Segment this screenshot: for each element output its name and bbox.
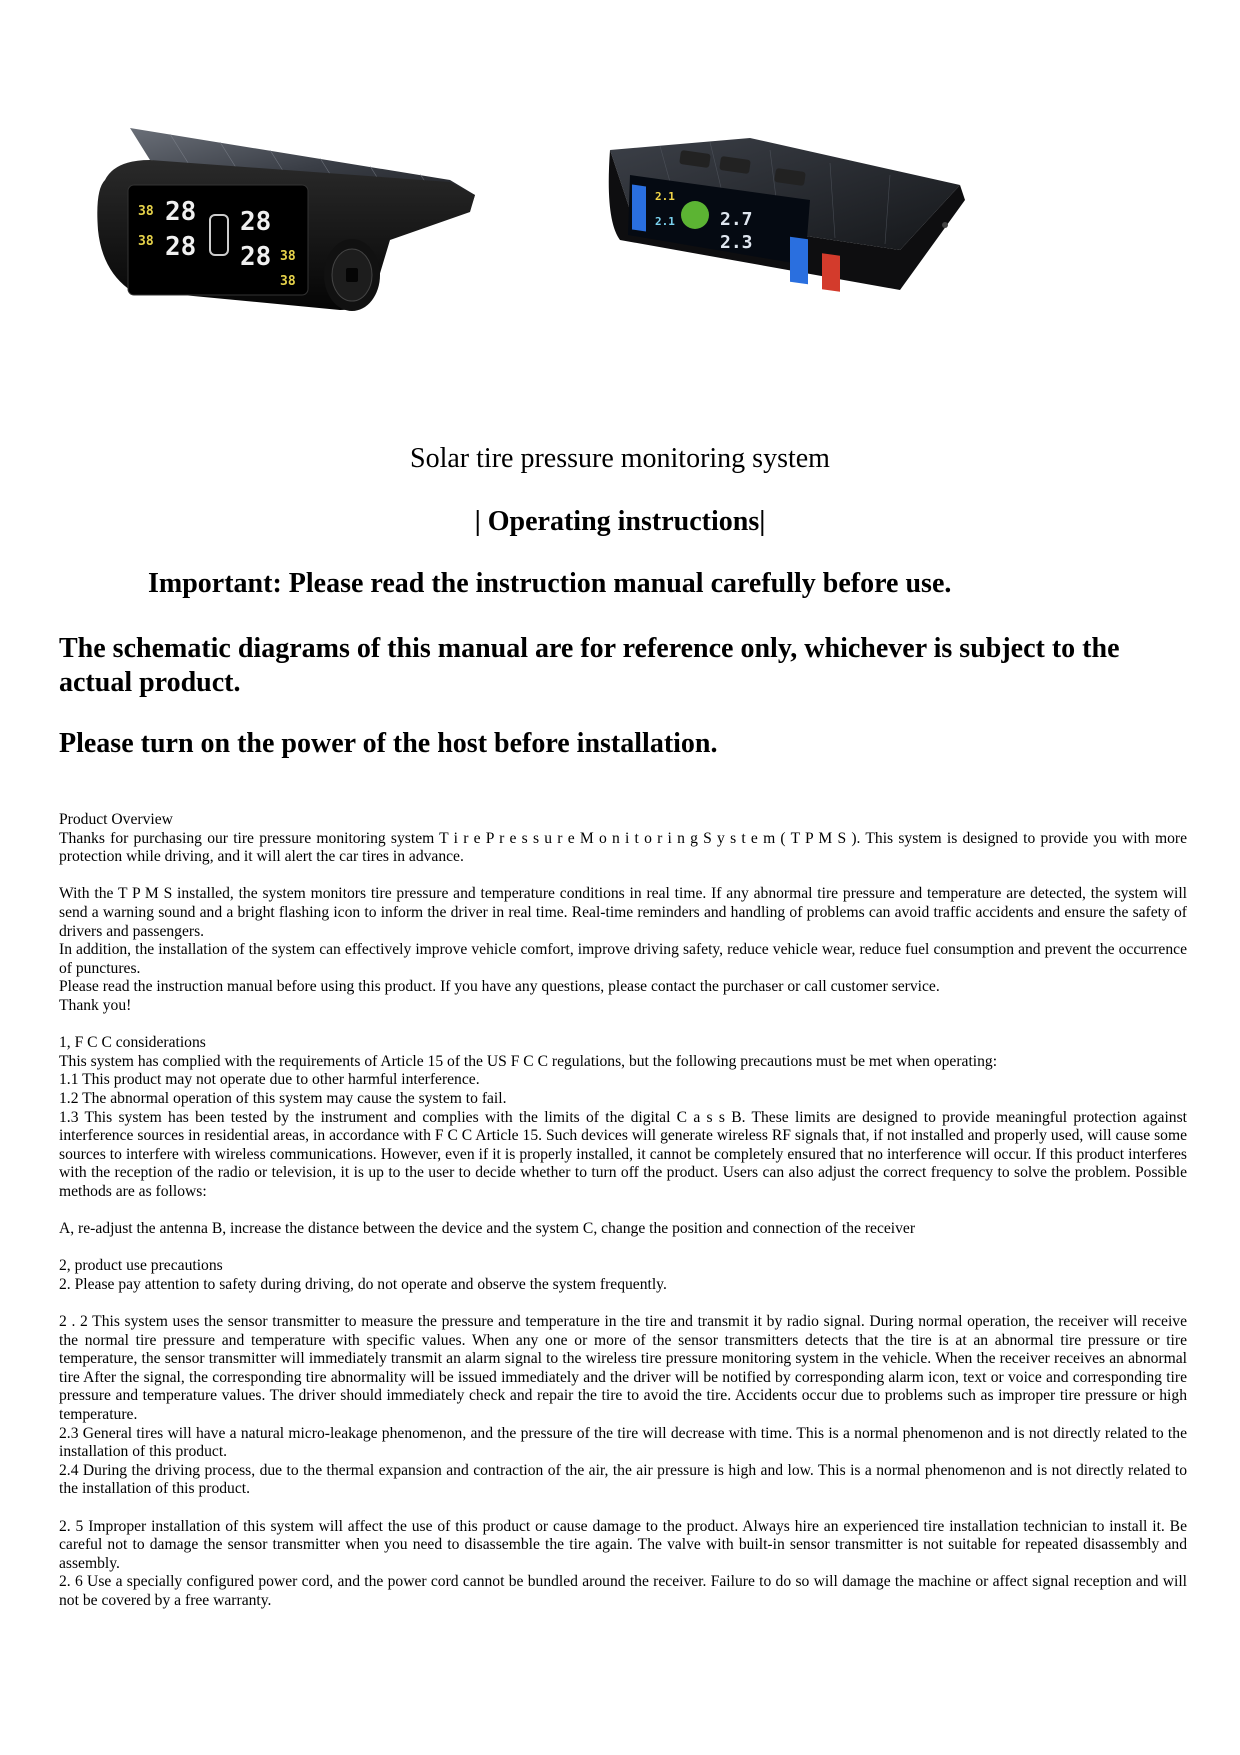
svg-text:38: 38 bbox=[138, 234, 154, 249]
svg-text:28: 28 bbox=[240, 242, 272, 272]
power-notice: Please turn on the power of the host before installation. bbox=[59, 728, 718, 759]
svg-text:38: 38 bbox=[280, 249, 296, 264]
document-subtitle: | Operating instructions| bbox=[474, 506, 766, 537]
paragraph: With the T P M S installed, the system monitors tire pressure and temperature conditions in real time. If any abnormal tire pressure and temperature are detected, the system will send a warning sound and a bright flashing icon to inform the driver in real time. Real-time reminders and handling of problems can avoid traffic accidents and ensure the safety of drivers and passengers. bbox=[59, 885, 1187, 940]
svg-text:2.3: 2.3 bbox=[720, 232, 753, 253]
paragraph: Thank you! bbox=[59, 996, 132, 1014]
body-text bbox=[59, 811, 1187, 1611]
svg-text:38: 38 bbox=[280, 274, 296, 289]
section-heading-fcc: 1, F C C considerations bbox=[59, 1034, 206, 1052]
paragraph: 2 . 2 This system uses the sensor transmitter to measure the pressure and temperature in the tire and transmit it by radio signal. During normal operation, the receiver will receive the normal tire pressure and temperature with specific values. When any one or more of the sensor transmitters detects that the tire is at an abnormal tire pressure or tire temperature, the sensor transmitter will immediately transmit an alarm signal to the wireless tire pressure monitoring system in the vehicle. When the receiver receives an abnormal tire After the signal, the corresponding tire abnormality will be issued immediately and the driver will be notified by corresponding alarm icon, text or voice and corresponding tire pressure and temperature values. The driver should immediately check and repair the tire to avoid the tire. Accidents occur due to problems such as improper tire pressure or high temperature. bbox=[59, 1313, 1187, 1423]
paragraph: This system has complied with the requirements of Article 15 of the US F C C regulations, but the following precautions must be met when operating: bbox=[59, 1052, 998, 1070]
paragraph: 2. 6 Use a specially configured power cord, and the power cord cannot be bundled around the receiver. Failure to do so will damage the machine or affect signal reception and will not be covered by a free warranty. bbox=[59, 1573, 1187, 1609]
schematic-notice: The schematic diagrams of this manual are for reference only, whichever is subject to the actual product. bbox=[59, 633, 1120, 698]
paragraph: 2.4 During the driving process, due to the thermal expansion and contraction of the air, the air pressure is high and low. This is a normal phenomenon and is not directly related to the installation of this product. bbox=[59, 1461, 1187, 1498]
important-notice: Important: Please read the instruction manual carefully before use. bbox=[148, 568, 952, 599]
paragraph: Thanks for purchasing our tire pressure monitoring system T i r e P r e s s u r e M o n i t o r i n g S y s t e m ( T P M S ). This system is designed to provide you with more protection while driving, and it will alert the car tires in advance. bbox=[59, 829, 1187, 866]
svg-text:28: 28 bbox=[165, 197, 197, 227]
product-photo-left bbox=[90, 120, 530, 335]
svg-text:2.1: 2.1 bbox=[655, 190, 675, 203]
svg-text:28: 28 bbox=[240, 207, 272, 237]
paragraph: In addition, the installation of the system can effectively improve vehicle comfort, improve driving safety, reduce vehicle wear, reduce fuel consumption and prevent the occurrence of punctures. bbox=[59, 941, 1187, 977]
paragraph: 2. 5 Improper installation of this system will affect the use of this product or cause damage to the product. Always hire an experienced tire installation technician to install it. Be careful not to damage the sensor transmitter when you need to disassemble the tire again. The valve with built-in sensor transmitter is not suitable for repeated disassembly and assembly. bbox=[59, 1517, 1187, 1572]
paragraph: 1.3 This system has been tested by the instrument and complies with the limits of the digital C a s s B. These limits are designed to provide meaningful protection against interference sources in residential areas, in accordance with F C C Article 15. Such devices will generate wireless RF signals that, if not installed and properly used, will cause some sources to interfere with wireless communications. However, even if it is properly installed, it cannot be completely ensured that no interference will occur. If this product interferes with the reception of the radio or television, it is up to the user to decide whether to turn off the product. Users can also adjust the correct frequency to solve the problem. Possible methods are as follows: bbox=[59, 1108, 1187, 1200]
paragraph: 2. Please pay attention to safety during driving, do not operate and observe the system frequently. bbox=[59, 1275, 667, 1293]
paragraph: 1.1 This product may not operate due to other harmful interference. bbox=[59, 1071, 480, 1089]
section-heading-precautions: 2, product use precautions bbox=[59, 1257, 223, 1275]
paragraph: 2.3 General tires will have a natural micro-leakage phenomenon, and the pressure of the tire will decrease with time. This is a normal phenomenon and is not directly related to the installation of this product. bbox=[59, 1424, 1187, 1461]
paragraph: 1.2 The abnormal operation of this system may cause the system to fail. bbox=[59, 1089, 507, 1107]
paragraph: A, re-adjust the antenna B, increase the distance between the device and the system C, change the position and connection of the receiver bbox=[59, 1220, 916, 1238]
svg-text:28: 28 bbox=[165, 232, 197, 262]
svg-text:38: 38 bbox=[138, 204, 154, 219]
paragraph: Please read the instruction manual before using this product. If you have any questions, please contact the purchaser or call customer service. bbox=[59, 978, 940, 996]
product-photo-right bbox=[600, 130, 980, 330]
svg-text:2.7: 2.7 bbox=[720, 209, 753, 230]
section-heading-overview: Product Overview bbox=[59, 811, 173, 828]
document-title: Solar tire pressure monitoring system bbox=[410, 443, 830, 474]
svg-text:2.1: 2.1 bbox=[655, 215, 675, 228]
